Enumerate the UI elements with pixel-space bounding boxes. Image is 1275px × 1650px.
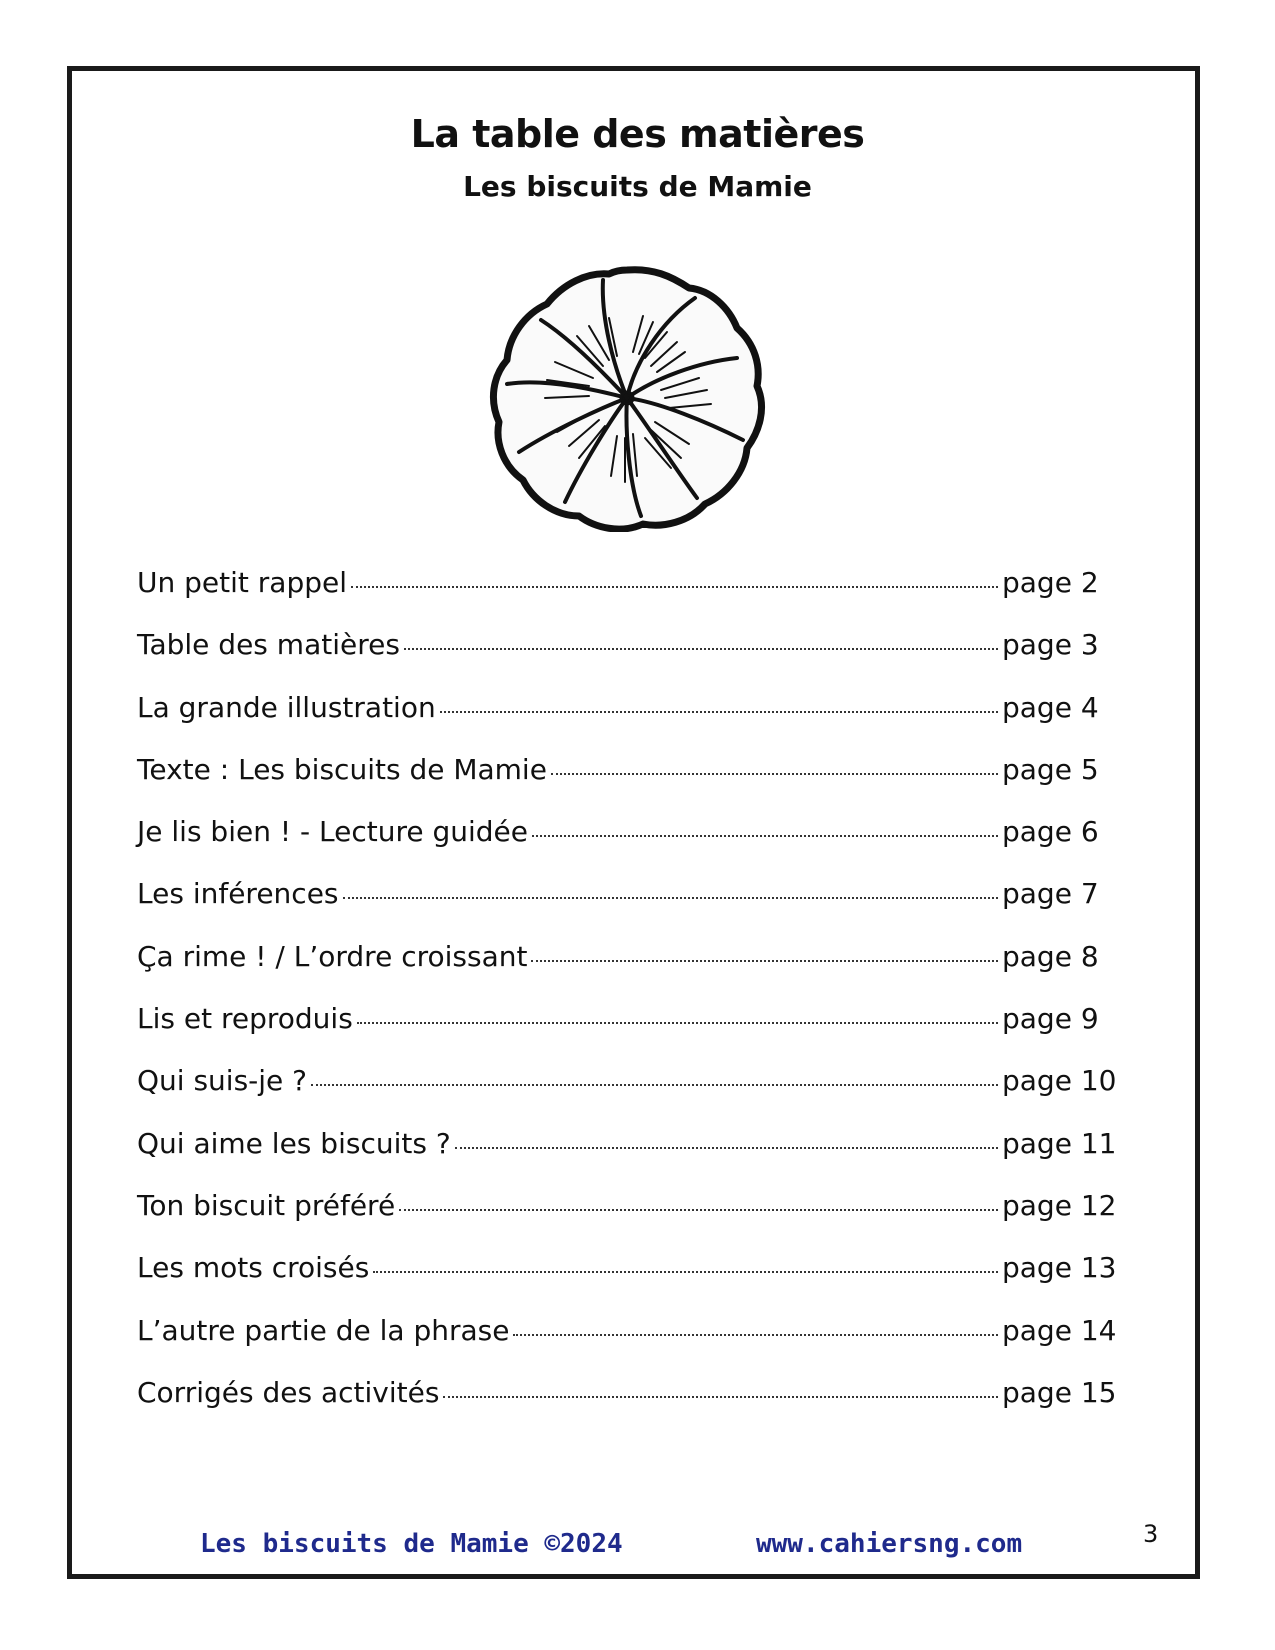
dot-leader xyxy=(351,586,998,588)
toc-entry-page: page 5 xyxy=(1002,752,1099,786)
toc-entry[interactable] xyxy=(137,753,1117,815)
dot-leader xyxy=(440,711,998,713)
toc-entry-label: Qui suis-je ? xyxy=(137,1064,308,1098)
page-subtitle: Les biscuits de Mamie xyxy=(463,170,812,203)
dot-leader xyxy=(531,960,998,962)
toc-entry[interactable] xyxy=(137,1002,1117,1064)
toc-entry-page: page 14 xyxy=(1002,1313,1117,1347)
toc-entry-label: Un petit rappel xyxy=(137,566,347,599)
toc-entry-label: Je lis bien ! - Lecture guidée xyxy=(137,815,528,849)
toc-entry[interactable] xyxy=(137,1189,1117,1251)
toc-entry-page: page 9 xyxy=(1002,1002,1099,1036)
toc-entry-page: page 12 xyxy=(1002,1188,1117,1222)
toc-entry-page: page 10 xyxy=(1002,1064,1117,1098)
dot-leader xyxy=(399,1209,998,1211)
toc-entry-page: page 7 xyxy=(1002,877,1099,911)
dot-leader xyxy=(357,1022,998,1024)
dot-leader xyxy=(513,1334,998,1336)
toc-entry-label: Qui aime les biscuits ? xyxy=(137,1126,451,1160)
dot-leader xyxy=(311,1084,998,1086)
table-of-contents xyxy=(137,566,1117,1438)
toc-entry-label: Texte : Les biscuits de Mamie xyxy=(137,752,547,786)
toc-entry-label: La grande illustration xyxy=(137,690,436,724)
dot-leader xyxy=(373,1271,998,1273)
toc-entry[interactable] xyxy=(137,1127,1117,1189)
dot-leader xyxy=(532,835,998,837)
toc-entry-page: page 3 xyxy=(1002,628,1099,662)
toc-entry-label: Ça rime ! / L’ordre croissant xyxy=(137,939,528,973)
toc-entry[interactable] xyxy=(137,1064,1117,1126)
toc-entry-label: Corrigés des activités xyxy=(137,1375,440,1409)
toc-entry-page: page 11 xyxy=(1002,1126,1117,1160)
footer-copyright: Les biscuits de Mamie ©2024 xyxy=(200,1529,623,1559)
dot-leader xyxy=(455,1147,998,1149)
page-title: La table des matières xyxy=(410,112,865,156)
toc-entry-page: page 4 xyxy=(1002,690,1099,724)
page-number: 3 xyxy=(1143,1520,1159,1548)
toc-entry[interactable] xyxy=(137,628,1117,690)
toc-entry-label: Lis et reproduis xyxy=(137,1002,353,1036)
toc-entry-label: Les mots croisés xyxy=(137,1251,370,1285)
toc-entry-page: page 13 xyxy=(1002,1251,1117,1285)
toc-entry[interactable] xyxy=(137,877,1117,939)
toc-entry-page: page 8 xyxy=(1002,939,1099,973)
toc-entry[interactable] xyxy=(137,691,1117,753)
toc-entry[interactable] xyxy=(137,1376,1117,1438)
toc-entry[interactable] xyxy=(137,1314,1117,1376)
dot-leader xyxy=(551,773,998,775)
dot-leader xyxy=(343,897,998,899)
toc-entry[interactable] xyxy=(137,1251,1117,1313)
toc-entry-page: page 2 xyxy=(1002,566,1099,599)
toc-entry-page: page 6 xyxy=(1002,815,1099,849)
toc-entry[interactable] xyxy=(137,566,1117,628)
toc-entry-label: Les inférences xyxy=(137,877,339,911)
toc-entry-page: page 15 xyxy=(1002,1375,1117,1409)
swirl-cookie-icon xyxy=(485,262,770,532)
toc-entry-label: L’autre partie de la phrase xyxy=(137,1313,510,1347)
footer-website-link[interactable]: www.cahiersng.com xyxy=(756,1529,1023,1559)
toc-entry[interactable] xyxy=(137,940,1117,1002)
toc-entry-label: Table des matières xyxy=(137,628,400,662)
toc-entry-label: Ton biscuit préféré xyxy=(137,1188,396,1222)
toc-entry[interactable] xyxy=(137,815,1117,877)
dot-leader xyxy=(443,1396,998,1398)
dot-leader xyxy=(404,648,998,650)
